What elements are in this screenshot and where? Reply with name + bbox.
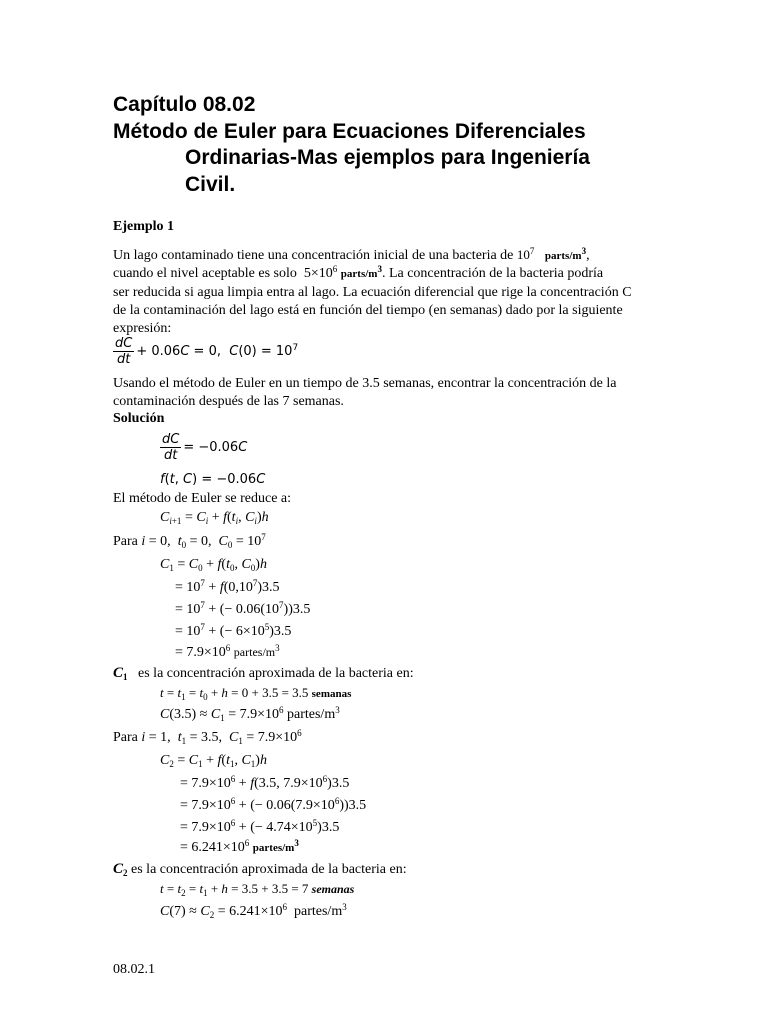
- step2-para: Para i = 1, $t_1 = 3.5$, $C_1 = 7.9\times 10^6$: [113, 728, 302, 746]
- problem-line-7: contaminación después de las 7 semanas.: [113, 394, 344, 409]
- step1-line1: $C_1 = C_0 + f(t_0$, $C_0)h$: [160, 557, 267, 573]
- solution-heading: Solución: [113, 411, 165, 426]
- step2-line1: $C_2 = C_1 + f(t_1$, $C_1)h$: [160, 753, 267, 769]
- problem-line-5: expresión:: [113, 321, 172, 336]
- ode-equation: $\frac{dC}{dt}$ + 0.06C = 0, $C(0) = 10^7$: [115, 336, 299, 367]
- step2-line5: = $6.241\times 10^6$ partes/$m^3$: [180, 838, 299, 855]
- units-parts-2: parts/$m^3$: [340, 264, 382, 280]
- chapter-title: [113, 92, 733, 198]
- title-line-4: Civil.: [185, 172, 236, 196]
- title-line-2: Método de Euler para Ecuaciones Diferenciales: [113, 119, 586, 143]
- c2-description: $C_2$ es la concentración aproximada de la bacteria en:: [113, 861, 407, 878]
- title-line-3: Ordinarias-Mas ejemplos para Ingeniería: [185, 146, 590, 169]
- units-parts-1: parts/$m^3$: [544, 246, 587, 262]
- page-number: 08.02.1: [113, 962, 155, 977]
- c1-description: $C_1$ es la concentración aproximada de la bacteria en:: [113, 665, 414, 682]
- problem-line-1: Un lago contaminado tiene una concentración inicial de una bacteria de $10^7$ parts/$m^3$,: [113, 246, 590, 263]
- problem-line-2: cuando el nivel aceptable es solo $5\times 10^6$ parts/$m^3$. La concentración de la bacteria podría: [113, 264, 604, 281]
- step1-line4: = $10^7$ + (− $6\times 10^5)3.5$: [175, 622, 292, 639]
- example-heading: Ejemplo 1: [113, 219, 175, 234]
- step2-line2: = $7.9\times 10^6 + f(3.5$, $7.9\times 10^6)3.5$: [180, 774, 350, 791]
- problem-line-3: ser reducida si agua limpia entra al lago. La ecuación diferencial que rige la concentración C: [113, 285, 632, 300]
- step1-para: Para i = 0, $t_0 = 0$, $C_0 = 10^7$: [113, 532, 266, 550]
- title-line-1: Capítulo 08.02: [113, 93, 256, 116]
- step1-line5: = $7.9\times 10^6$ partes/$m^3$: [175, 643, 280, 660]
- c1-approx: $C(3.5) \approx C_1 = 7.9\times 10^6$ partes/$m^3$: [160, 705, 340, 723]
- step1-line2: = $10^7 + f(0,10^7)3.5$: [175, 578, 280, 595]
- step2-line4: = $7.9\times 10^6$ + (− $4.74\times 10^5)3.5$: [180, 818, 340, 835]
- c2-approx: $C(7) \approx C_2 = 6.241\times 10^6$ partes/$m^3$: [160, 902, 347, 920]
- euler-text: El método de Euler se reduce a:: [113, 491, 292, 506]
- function-eq: f(t, C) = −0.06C: [160, 472, 266, 487]
- t2-eq: $t = t_2 = t_1 + h = 3.5 + 3.5 = 7$ semanas: [160, 881, 355, 898]
- step1-line3: = $10^7$ + (− $0.06(10^7))3.5$: [175, 600, 311, 617]
- problem-line-4: de la contaminación del lago está en función del tiempo (en semanas) dado por la siguiente: [113, 303, 623, 318]
- problem-line-6: Usando el método de Euler en un tiempo de 3.5 semanas, encontrar la concentración de la: [113, 376, 617, 391]
- t1-eq: $t = t_1 = t_0 + h = 0 + 3.5 = 3.5$ semanas: [160, 685, 352, 702]
- euler-formula: $C_{i+1} = C_i + f(t_i$, $C_i)h$: [160, 510, 269, 526]
- derivative-eq: $\frac{dC}{dt}$ = −0.06C: [162, 432, 248, 463]
- step2-line3: = $7.9\times 10^6$ + (− $0.06(7.9\times 10^6))3.5$: [180, 796, 367, 813]
